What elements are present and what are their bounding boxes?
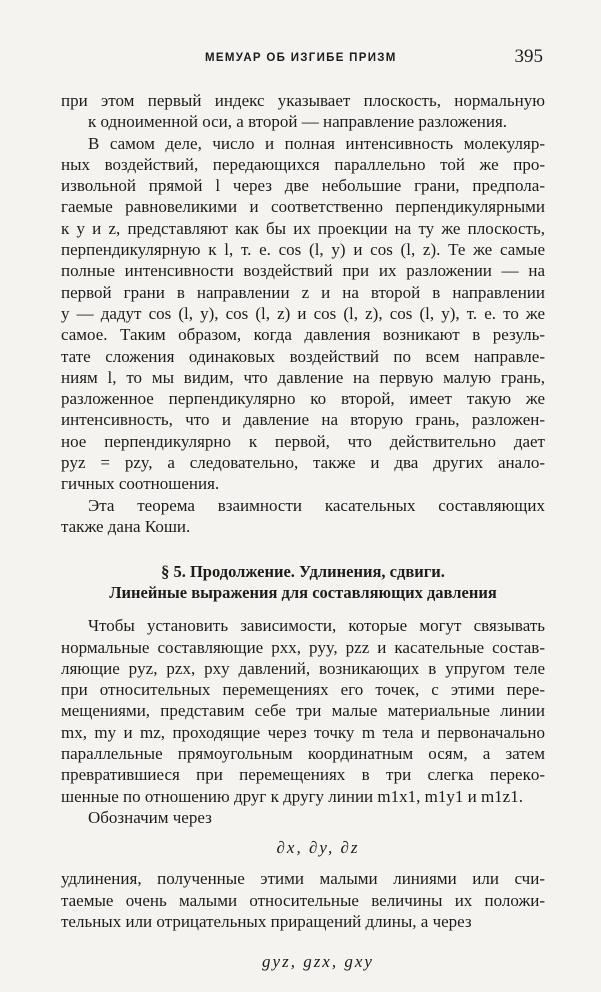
text-line: перпендикулярную к l, т. е. cos (l, y) и cos (l, z). Те же самые [61, 240, 545, 260]
text-line: к y и z, представляют как бы их проекции на ту же плоскость, [61, 218, 545, 238]
text-line: удлинения, полученные этими малыми линиями или счи- [61, 869, 545, 889]
text-line: pyz = pzy, а следовательно, также и два других анало- [61, 453, 545, 473]
paragraph-6 [61, 868, 545, 932]
paragraph-1 [61, 90, 545, 133]
text-line: y — дадут cos (l, y), cos (l, z) и cos (l, z), cos (l, y), т. е. то же [61, 303, 545, 323]
text-line: мещениями, представим себе три малые материальные линии [61, 701, 545, 721]
text-line: полные интенсивности воздействий при их разложении — на [61, 261, 545, 281]
text-line: ных воздействий, передающихся параллельно той же про- [61, 154, 545, 174]
text-line: при относительных перемещениях его точек, с этими пере- [61, 680, 545, 700]
text-line: mx, my и mz, проходящие через точку m тела и первоначально [61, 722, 545, 742]
text-line: тельных или отрицательных приращений длины, а через [61, 911, 472, 931]
text-line: ное перпендикулярно к первой, что действительно дает [61, 431, 545, 451]
page-header [0, 46, 601, 76]
paragraph-4 [61, 615, 545, 807]
paragraph-2 [61, 133, 545, 495]
text-line: разложенное перпендикулярно ко второй, имеет такую же [61, 389, 545, 409]
running-title: МЕМУАР ОБ ИЗГИБЕ ПРИЗМ [205, 52, 397, 64]
text-line: параллельные прямоугольным координатным осям, а затем [61, 744, 545, 764]
text-line: также дана Коши. [61, 516, 191, 536]
section-heading [61, 561, 545, 603]
section-title-line-1: § 5. Продолжение. Удлинения, сдвиги. [161, 562, 445, 582]
text-line: превратившиеся при перемещениях в три слегка перекo- [61, 765, 545, 785]
text-line: к одноименной оси, а второй — направление разложения. [88, 112, 508, 132]
text-line: гичных соотношения. [61, 474, 220, 494]
text-line: при этом первый индекс указывает плоскость, нормальную [61, 91, 545, 110]
text-line: шенные по отношению друг к другу линии m1x1, m1y1 и m1z1. [61, 786, 523, 806]
text-line: В самом деле, число и полная интенсивность молекуляр- [88, 133, 545, 153]
text-line: ляющие pyz, pzx, pxy давлений, возникающих в упругом теле [61, 658, 545, 678]
text-line: ниям l, то мы видим, что давление на первую малую грань, [61, 367, 545, 387]
text-line: тате сложения одинаковых воздействий по всем направле- [61, 346, 545, 366]
page-number: 395 [514, 46, 543, 67]
text-line: Чтобы установить зависимости, которые могут связывать [88, 616, 545, 636]
text-line: первой грани в направлении z и на второй в направлении [61, 282, 545, 302]
section-title-line-2: Линейные выражения для составляющих давления [109, 583, 497, 603]
text-line: интенсивность, что и давление на вторую грань, разложен- [61, 410, 545, 430]
text-line: самое. Таким образом, когда давления возникают в резуль- [61, 325, 545, 345]
text-line: Обозначим через [88, 807, 212, 827]
text-line: Эта теорема взаимности касательных составляющих [88, 495, 545, 515]
text-line: нормальные составляющие pxx, pyy, pzz и касательные состав- [61, 637, 545, 657]
body-text [61, 90, 545, 986]
text-line: таемые очень малыми относительные величины их положи- [61, 890, 545, 910]
formula-elongations: ∂x, ∂y, ∂z [276, 838, 360, 858]
formula-shears: gyz, gzx, gxy [262, 952, 374, 972]
text-line: гаемые равновеликими и соответственно перпендикулярными [61, 197, 545, 217]
text-line: извольной прямой l через две небольшие грани, предпола- [61, 176, 545, 196]
paragraph-3 [61, 495, 545, 538]
paragraph-5 [61, 807, 545, 828]
